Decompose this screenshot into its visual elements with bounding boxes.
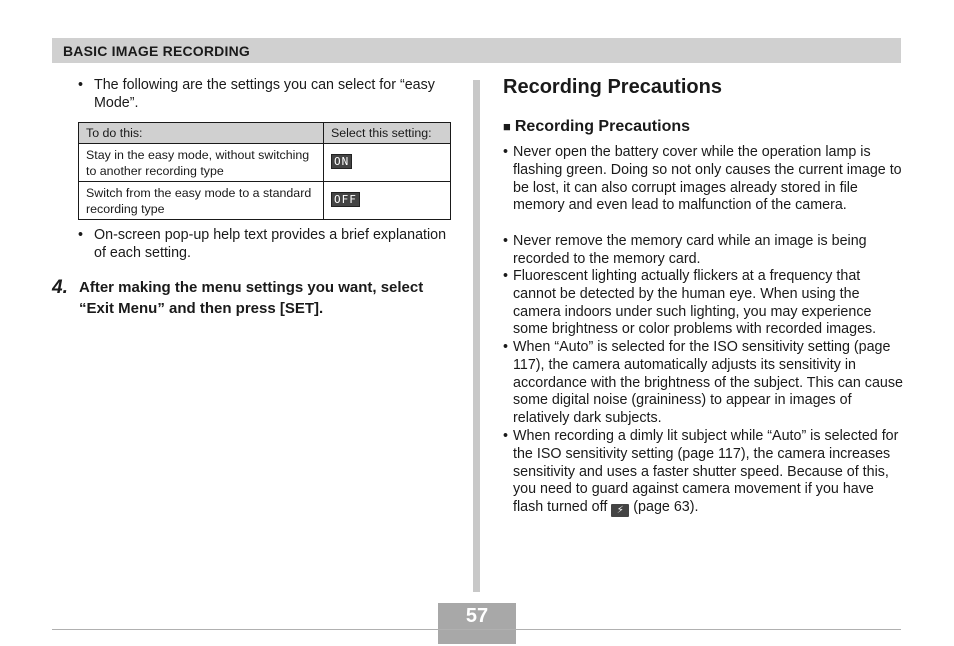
table-header-cell: To do this: xyxy=(79,123,324,144)
subsection-title-text: Recording Precautions xyxy=(514,118,691,135)
precaution-text-part: When recording a dimly lit subject while “Auto” is selected for the ISO sensitivity setting (page 117), the camera increases sensitivity and uses a faster shutter speed. Because of this, you need to guard against camera movement if you have flash turned off xyxy=(513,428,899,516)
easy-mode-settings-table xyxy=(78,122,451,220)
table-cell-setting xyxy=(324,182,451,220)
precaution-text xyxy=(503,428,903,517)
precaution-text-part: (page 63). xyxy=(633,499,699,516)
precaution-item xyxy=(503,339,903,428)
bullet-marker: • xyxy=(503,428,509,444)
help-text-bullet-text: On-screen pop-up help text provides a brief explanation of each setting. xyxy=(94,227,447,261)
precaution-text: Never remove the memory card while an image is being recorded to the memory card. xyxy=(513,233,867,267)
intro-bullet-text: The following are the settings you can select for “easy Mode”. xyxy=(94,77,435,111)
table-row xyxy=(79,182,451,220)
table-cell-action: Switch from the easy mode to a standard recording type xyxy=(79,182,324,220)
bullet-marker: • xyxy=(503,144,509,160)
square-bullet-icon: ■ xyxy=(503,119,511,134)
precaution-item xyxy=(503,428,903,517)
off-setting-icon: OFF xyxy=(331,192,360,207)
bullet-marker: • xyxy=(503,268,509,284)
bullet-marker: • xyxy=(503,233,509,249)
bullet-marker: • xyxy=(78,77,84,93)
intro-bullet xyxy=(78,77,448,113)
page-number-tab xyxy=(438,630,516,644)
section-header-title: BASIC IMAGE RECORDING xyxy=(63,43,250,59)
table-row xyxy=(79,144,451,182)
table-cell-action: Stay in the easy mode, without switching to another recording type xyxy=(79,144,324,182)
table-header-row xyxy=(79,123,451,144)
bullet-marker: • xyxy=(503,339,509,355)
flash-off-icon: ⚡ xyxy=(611,504,629,517)
bullet-marker: • xyxy=(78,227,84,243)
page-number: 57 xyxy=(438,603,516,629)
step-number: 4. xyxy=(52,277,68,298)
precaution-text: Fluorescent lighting actually flickers at a frequency that cannot be detected by the human eye. When using the camera indoors under such lighting, you may experience some brightness or color problems with recorded images. xyxy=(513,268,877,338)
table-cell-setting xyxy=(324,144,451,182)
step-text: After making the menu settings you want, select “Exit Menu” and then press [SET]. xyxy=(79,279,424,317)
precaution-item xyxy=(503,268,903,339)
column-divider xyxy=(473,80,480,592)
help-text-bullet xyxy=(78,227,448,263)
section-header-bar xyxy=(52,38,901,63)
on-setting-icon: ON xyxy=(331,154,352,169)
table-header-cell: Select this setting: xyxy=(324,123,451,144)
precaution-text: When “Auto” is selected for the ISO sensitivity setting (page 117), the camera automatically adjusts its sensitivity in accordance with the brightness of the subject. This can cause some digital noise (graininess) to appear in images of relatively dark subjects. xyxy=(513,339,903,427)
step-4 xyxy=(52,277,452,319)
page-title: Recording Precautions xyxy=(503,76,722,98)
precaution-text: Never open the battery cover while the operation lamp is flashing green. Doing so not only causes the current image to be lost, it can also corrupt images already stored in file memory and even lead to malfunction of the camera. xyxy=(513,144,902,214)
subsection-title xyxy=(503,118,690,136)
precaution-item xyxy=(503,144,903,215)
precaution-item xyxy=(503,233,903,269)
